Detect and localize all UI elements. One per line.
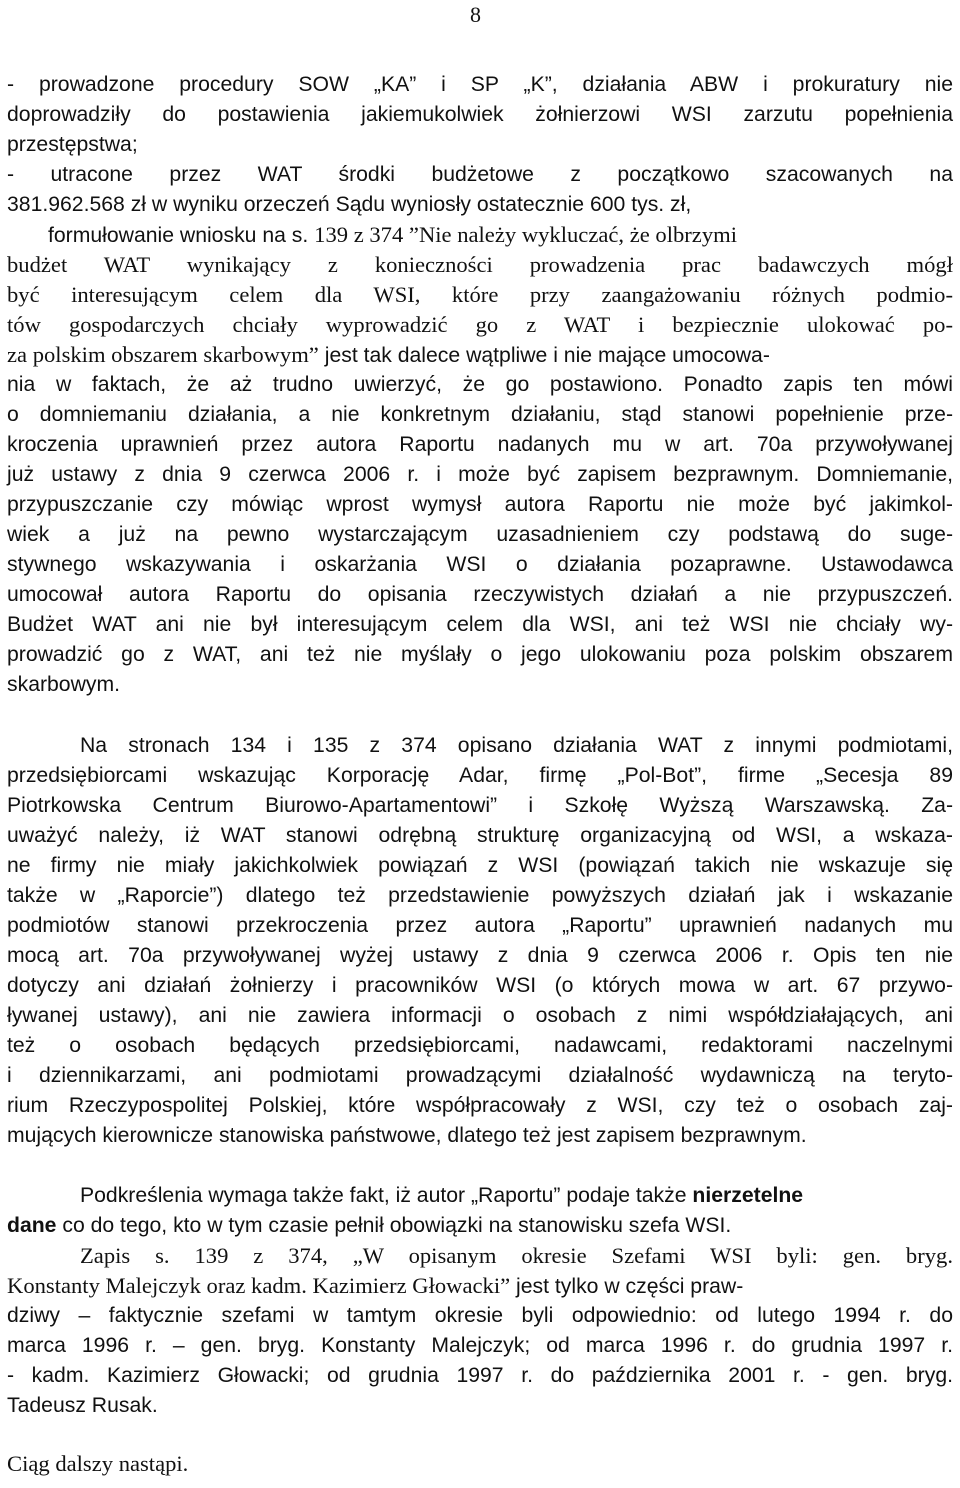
bold-segment: dane [7,1214,57,1237]
text-line [7,1271,743,1302]
text-line: rium Rzeczypospolitej Polskiej, które współpracowały z WSI, czy też o osobach zaj- [7,1094,953,1117]
text-line [80,1181,803,1211]
text-line: - prowadzone procedury SOW „KA” i SP „K”, działania ABW i prokuratury nie [7,73,953,96]
text-line: ływanej ustawy), ani nie zawiera informacji o osobach z nimi współdziałających, ani [7,1004,953,1027]
text-line: - kadm. Kazimierz Głowacki; od grudnia 1997 r. do października 2001 r. - gen. bryg. [7,1364,953,1387]
text-line: 381.962.568 zł w wyniku orzeczeń Sądu wyniosły ostatecznie 600 tys. zł, [7,193,692,216]
text-line: także w „Raporcie”) dlatego też przedstawienie powyższych działań jak i wskazanie [7,884,953,907]
text-line: stywnego wskazywania i oskarżania WSI o działania pozaprawne. Ustawodawca [7,553,953,576]
text-line: dotyczy ani działań żołnierzy i pracowników WSI (o których mowa w art. 67 przywo- [7,974,953,997]
text-segment: jest tylko w części praw- [516,1275,744,1298]
bold-segment: nierzetelne [692,1184,804,1207]
text-line: przestępstwa; [7,133,138,156]
quote-line: budżet WAT wynikający z konieczności prowadzenia prac badawczych mógł [7,252,953,277]
text-line: przedsiębiorcami wskazując Korporację Adar, firmę „Pol-Bot”, firme „Secesja 89 [7,764,953,787]
quote-segment: 139 z 374 ”Nie należy wykluczać, że olbrzymi [314,222,737,247]
quote-segment: za polskim obszarem skarbowym” [7,342,319,367]
quote-line: być interesującym celem dla WSI, które przy zaangażowaniu różnych podmio- [7,282,953,307]
closing-line: Ciąg dalszy nastąpi. [7,1451,189,1476]
text-line: - utracone przez WAT środki budżetowe z początkowo szacowanych na [7,163,953,186]
text-line: marca 1996 r. – gen. bryg. Konstanty Malejczyk; od marca 1996 r. do grudnia 1997 r. [7,1334,953,1357]
text-line [7,340,770,371]
text-line: skarbowym. [7,673,121,696]
text-line: też o osobach będących przedsiębiorcami, nadawcami, redaktorami naczelnymi [7,1034,953,1057]
text-line: umocował autora Raportu do opisania rzeczywistych działań a nie przypuszczeń. [7,583,953,606]
text-line: i dziennikarzami, ani podmiotami prowadzącymi działalność wydawniczą na teryto- [7,1064,953,1087]
text-line: dziwy – faktycznie szefami w tamtym okresie byli odpowiednio: od lutego 1994 r. do [7,1304,953,1327]
text-segment: co do tego, kto w tym czasie pełnił obowiązki na stanowisku szefa WSI. [62,1214,732,1237]
quote-line: tów gospodarczych chciały wyprowadzić go z WAT i bezpiecznie ulokować po- [7,312,953,337]
text-line: prowadzić go z WAT, ani też nie myślały o jego ulokowaniu poza polskim obszarem [7,643,953,666]
text-line: nia w faktach, że aż trudno uwierzyć, że go postawiono. Ponadto zapis ten mówi [7,373,953,396]
text-line: uważyć należy, iż WAT stanowi odrębną strukturę organizacyjną od WSI, a wskaza- [7,824,953,847]
text-line: Budżet WAT ani nie był interesującym celem dla WSI, ani też WSI nie chciały wy- [7,613,953,636]
text-line: podmiotów stanowi przekroczenia przez autora „Raportu” uprawnień nadanych mu [7,914,953,937]
text-line: o domniemaniu działania, a nie konkretnym działaniu, stąd stanowi popełnienie prze- [7,403,953,426]
text-line [48,220,737,251]
text-line: już ustawy z dnia 9 czerwca 2006 r. i może być zapisem bezprawnym. Domniemanie, [7,463,953,486]
text-line: Piotrkowska Centrum Biurowo-Apartamentowi” i Szkołę Wyższą Warszawską. Za- [7,794,953,817]
text-line: Na stronach 134 i 135 z 374 opisano działania WAT z innymi podmiotami, [80,734,953,757]
text-line: ne firmy nie miały jakichkolwiek powiązań z WSI (powiązań takich nie wskazuje się [7,854,953,877]
text-line: mujących kierownicze stanowiska państwowe, dlatego też jest zapisem bezprawnym. [7,1124,807,1147]
text-line: doprowadziły do postawienia jakiemukolwiek żołnierzowi WSI zarzutu popełnienia [7,103,953,126]
text-line: wiek a już na pewno wystarczającym uzasadnieniem czy podstawą do suge- [7,523,953,546]
text-line: przypuszczanie czy mówiąc wprost wymysł autora Raportu nie może być jakimkol- [7,493,953,516]
page-number: 8 [470,2,481,27]
text-line: Tadeusz Rusak. [7,1394,158,1417]
quote-segment: Konstanty Malejczyk oraz kadm. Kazimierz Głowacki” [7,1273,511,1298]
text-segment: jest tak dalece wątpliwe i nie mające umocowa- [324,344,770,367]
quote-line: Zapis s. 139 z 374, „W opisanym okresie Szefami WSI byli: gen. bryg. [80,1243,953,1268]
text-line: mocą art. 70a przywoływanej wyżej ustawy z dnia 9 czerwca 2006 r. Opis ten nie [7,944,953,967]
text-line [7,1211,731,1241]
text-segment: Podkreślenia wymaga także fakt, iż autor „Raportu” podaje także [80,1184,687,1207]
text-segment: formułowanie wniosku na s. [48,224,309,247]
text-line: kroczenia uprawnień przez autora Raportu nadanych mu w art. 70a przywoływanej [7,433,953,456]
